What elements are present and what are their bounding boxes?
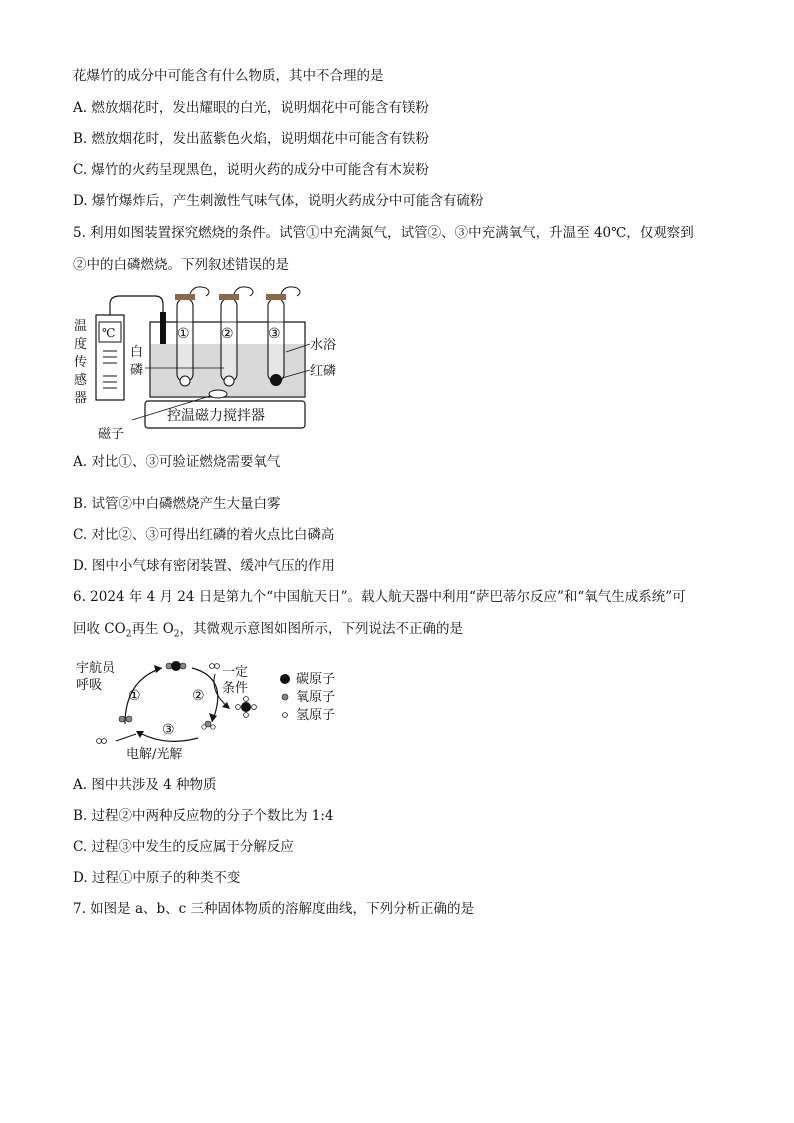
q6-option-b: B. 过程②中两种反应物的分子个数比为 1:4 bbox=[73, 808, 334, 824]
condition-label-1: 一定 bbox=[222, 665, 249, 680]
legend-carbon-marker bbox=[280, 674, 290, 684]
water-bath-label: 水浴 bbox=[310, 338, 337, 353]
q4-option-b: B. 燃放烟花时，发出蓝紫色火焰，说明烟花中可能含有铁粉 bbox=[73, 131, 430, 147]
legend-oxygen-marker bbox=[282, 694, 288, 700]
q4-option-a: A. 燃放烟花时，发出耀眼的白光，说明烟花中可能含有镁粉 bbox=[73, 100, 429, 116]
q6-option-c: C. 过程③中发生的反应属于分解反应 bbox=[73, 839, 294, 855]
magnetic-stir-bar bbox=[209, 390, 227, 398]
legend-hydrogen-marker bbox=[283, 713, 288, 718]
astronaut-label-2: 呼吸 bbox=[76, 678, 103, 693]
red-phosphorus-label: 红磷 bbox=[310, 364, 337, 379]
q5-option-c: C. 对比②、③可得出红磷的着火点比白磷高 bbox=[73, 527, 335, 543]
sensor-label-2: 度 bbox=[74, 337, 88, 352]
sensor-label-1: 温 bbox=[74, 319, 88, 334]
q4-stem: 花爆竹的成分中可能含有什么物质，其中不合理的是 bbox=[73, 68, 384, 84]
sensor-label-5: 器 bbox=[74, 391, 88, 406]
q5-stem-line1: 5. 利用如图装置探究燃烧的条件。试管①中充满氮气，试管②、③中充满氧气，升温至 40℃，仅观察到 bbox=[73, 225, 694, 241]
q5-option-d: D. 图中小气球有密闭装置、缓冲气压的作用 bbox=[73, 558, 335, 574]
q6-stem-co2-sub: 2 bbox=[125, 629, 132, 640]
sensor-label-3: 传 bbox=[74, 355, 88, 370]
legend bbox=[280, 671, 335, 723]
sensor-label-4: 感 bbox=[74, 373, 88, 388]
legend-carbon: 碳原子 bbox=[296, 672, 336, 687]
white-phosphorus-label-1: 白 bbox=[130, 345, 144, 360]
sensor-wire bbox=[110, 296, 163, 315]
legend-oxygen: 氧原子 bbox=[296, 690, 336, 705]
white-phosphorus-label-2: 磷 bbox=[130, 363, 144, 378]
q6-stem-rest: ，其微观示意图如图所示，下列说法不正确的是 bbox=[179, 621, 464, 637]
q6-stem-line2 bbox=[73, 619, 463, 645]
q7-stem: 7. 如图是 a、b、c 三种固体物质的溶解度曲线，下列分析正确的是 bbox=[73, 901, 475, 917]
step-label-1: ① bbox=[128, 688, 141, 704]
legend-hydrogen: 氢原子 bbox=[296, 708, 336, 723]
tube-label-1: ① bbox=[177, 326, 190, 342]
q6-option-d: D. 过程①中原子的种类不变 bbox=[73, 870, 241, 886]
step-label-3: ③ bbox=[162, 722, 175, 738]
tube-label-3: ③ bbox=[268, 326, 281, 342]
q5-stem-line2: ②中的白磷燃烧。下列叙述错误的是 bbox=[73, 257, 289, 273]
q6-option-a: A. 图中共涉及 4 种物质 bbox=[73, 777, 217, 793]
q6-stem-o2-sub: 2 bbox=[173, 629, 180, 640]
stirrer-label: 控温磁力搅拌器 bbox=[167, 408, 265, 424]
oxygen-cycle-diagram bbox=[70, 652, 370, 767]
q4-option-c: C. 爆竹的火药呈现黑色，说明火药的成分中可能含有木炭粉 bbox=[73, 162, 429, 178]
magnet-label: 磁子 bbox=[98, 427, 125, 442]
q4-option-d: D. 爆竹爆炸后，产生刺激性气味气体，说明火药成分中可能含有硫粉 bbox=[73, 193, 484, 209]
q6-stem-o2-prefix: 再生 O bbox=[131, 621, 174, 637]
tube-label-2: ② bbox=[221, 326, 234, 342]
condition-label-2: 条件 bbox=[222, 681, 249, 696]
astronaut-label-1: 宇航员 bbox=[76, 661, 116, 676]
q6-stem-line1: 6. 2024 年 4 月 24 日是第九个“中国航天日”。载人航天器中利用“萨巴蒂尔反应”和“氧气生成系统”可 bbox=[73, 589, 686, 605]
q6-stem-co2-prefix: 回收 CO bbox=[73, 621, 126, 637]
sensor-display-unit: ℃ bbox=[102, 326, 116, 340]
combustion-apparatus-diagram bbox=[70, 282, 360, 447]
step-label-2: ② bbox=[192, 688, 205, 704]
electrolysis-label: 电解/光解 bbox=[126, 747, 183, 762]
q5-option-b: B. 试管②中白磷燃烧产生大量白雾 bbox=[73, 496, 281, 512]
q5-option-a: A. 对比①、③可验证燃烧需要氧气 bbox=[73, 454, 281, 470]
